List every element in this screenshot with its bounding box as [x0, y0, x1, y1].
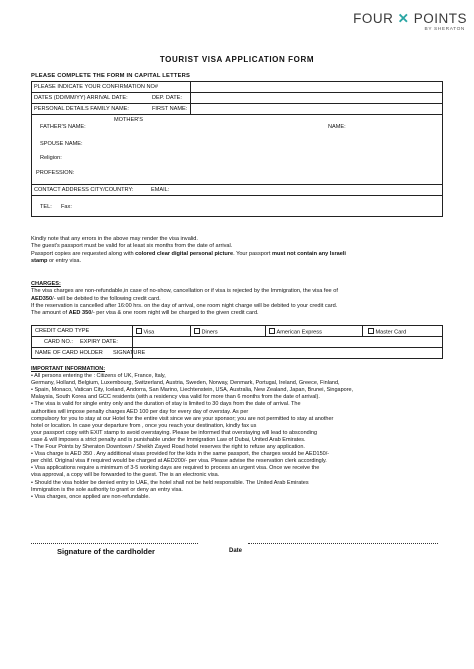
first-name-label: FIRST NAME:	[152, 106, 188, 112]
charges-line-1: The visa charges are non-refundable,in case of no-show, cancellation or if visa is rejected by the Immigration, the visa fee of	[31, 288, 338, 295]
info-line: per child. Original visa if required would be charged at AED200/- per visa. Please advise the reservation clerk accordingly.	[31, 458, 327, 465]
logo-wordmark: FOUR ✕ POINTS	[353, 11, 467, 26]
contact-address-label: CONTACT ADDRESS CITY/COUNTRY:	[34, 187, 134, 193]
mastercard-checkbox[interactable]: Master Card	[368, 328, 406, 337]
card-holder-label: NAME OF CARD HOLDER	[35, 350, 103, 356]
email-label: EMAIL:	[151, 187, 170, 193]
info-line: • Should the visa holder be denied entry to UAE, the hotel shall not be held responsible. The United Arab Emirates	[31, 479, 309, 486]
column-divider	[362, 325, 363, 336]
arrival-date-label: DATES (DD/MM/YY) ARRIVAL DATE:	[34, 95, 128, 101]
spouse-name-label: SPOUSE NAME:	[40, 141, 83, 147]
mothers-label: MOTHER'S	[114, 117, 144, 123]
amex-checkbox[interactable]: American Express	[269, 328, 322, 337]
note-passport-validity: The guest's passport must be valid for at least six months from the date of arrival.	[31, 243, 233, 250]
info-line: Germany, Holland, Belgium, Luxembourg, Switzerland, Austria, Sweden, Norway, Denmark, Portugal, Ireland, Greece, Finland,	[31, 380, 340, 387]
info-line: Malaysia, South Korea and GCC residents (with a residency visa valid for more than 6 months from the date of arrival).	[31, 394, 320, 401]
form-instructions: PLEASE COMPLETE THE FORM IN CAPITAL LETTERS	[31, 73, 191, 79]
note-errors: Kindly note that any errors in the above may render the visa invalid.	[31, 236, 198, 242]
signature-label: SIGNATURE	[113, 350, 146, 356]
confirmation-no-label: PLEASE INDICATE YOUR CONFIRMATION NO#	[34, 84, 159, 90]
info-line: case & will imposes a strict penalty and is punishable under the Immigration Law of Dubai, United Arab Emirates.	[31, 436, 306, 443]
signature-label-footer: Signature of the cardholder	[57, 547, 155, 556]
info-line: • Spain, Monaco, Vatican City, Iceland, Andorra, San Marino, Liechtenstein, USA, Australia, New Zealand, Japan, Brunei, Singapore,	[31, 387, 354, 394]
info-line: your passport copy with EXIT stamp to avoid overstaying. Please be informed that overstaying will lead to absconding	[31, 429, 318, 436]
charges-heading: CHARGES:	[31, 281, 61, 287]
card-type-label: CREDIT CARD TYPE	[35, 328, 90, 334]
logo-mark-icon: ✕	[397, 11, 410, 26]
diners-checkbox[interactable]: Diners	[194, 328, 218, 337]
four-points-logo	[355, 11, 467, 37]
table-divider	[31, 103, 443, 104]
table-divider	[31, 195, 443, 196]
info-line: hotel or location. In case your departure from , once you reach your destination, kindly fax us	[31, 422, 257, 429]
logo-subtitle: BY SHERATON	[424, 27, 465, 32]
dep-date-label: DEP. DATE:	[152, 95, 182, 101]
signature-line	[31, 543, 198, 544]
charges-block	[31, 281, 451, 317]
info-line: compulsory for you to stay at our Hotel for the entire visit since we are your sponsor; you are not permitted to stay at another	[31, 415, 334, 422]
mothers-name-label: NAME:	[328, 124, 346, 130]
religion-label: Religion:	[40, 155, 62, 161]
column-divider	[265, 325, 266, 336]
charges-line-2: AED350/- will be debited to the following credit card.	[31, 295, 161, 302]
info-line: • Visa applications require a minimum of 3-5 working days are required to process an urgent visa. Once we receive the	[31, 465, 320, 472]
checkbox-icon	[368, 328, 374, 334]
table-divider	[31, 114, 443, 115]
checkbox-icon	[136, 328, 142, 334]
info-line: • Visa charges, once applied are non-refundable.	[31, 493, 150, 500]
note-passport-copies: Passport copies are requested along with colored clear digital personal picture. Your passport must not contain any Israeli	[31, 250, 346, 257]
column-divider	[190, 325, 191, 336]
info-line: • The Four Points by Sheraton Downtown / Sheikh Zayed Road hotel reserves the right to refuse any application.	[31, 444, 305, 451]
checkbox-icon	[194, 328, 200, 334]
tel-label: TEL:	[40, 204, 52, 210]
form-title: TOURIST VISA APPLICATION FORM	[159, 55, 315, 64]
fax-label: Fax:	[61, 204, 72, 210]
info-line: Immigration is the sole authority to grant or deny an entry visa.	[31, 486, 183, 493]
date-line	[248, 543, 438, 544]
note-stamp: stamp or entry visa.	[31, 257, 82, 264]
important-list	[31, 373, 456, 501]
confirmation-no-field[interactable]	[191, 82, 442, 92]
checkbox-icon	[269, 328, 275, 334]
info-line: authorities will impose penalty charges AED 100 per day for every day of overstay. As per	[31, 408, 249, 415]
expiry-date-label: EXPIRY DATE:	[80, 339, 118, 345]
info-line: visa approval, a copy will be forwarded to the guest. The is an electronic visa.	[31, 472, 220, 479]
table-divider	[31, 92, 443, 93]
charges-line-4: The amount of AED 350/- per visa & one room night will be charged to the given credit card.	[31, 310, 259, 317]
info-line: • The visa is valid for single entry only and the duration of stay is limited to 30 days from the date of arrival. The	[31, 401, 301, 408]
profession-label: PROFESSION:	[36, 170, 75, 176]
fathers-name-label: FATHER'S NAME:	[40, 124, 86, 130]
important-info-block	[31, 366, 456, 501]
family-name-label: PERSONAL DETAILS FAMILY NAME:	[34, 106, 129, 112]
date-label-footer: Date	[229, 548, 243, 554]
info-line: • Visa charge is AED 350 . Any additional visas provided for the kids in the same passport, the charges would be AED150/-	[31, 451, 330, 458]
info-line: • All persons entering the : Citizens of UK, France, Italy,	[31, 373, 166, 380]
card-no-label: CARD NO.:	[44, 339, 73, 345]
table-divider	[31, 184, 443, 185]
notes-block	[31, 236, 451, 265]
charges-line-3: If the reservation is cancelled after 16:00 hrs. on the day of arrival, one room night charge will be debited to your credit card.	[31, 302, 338, 309]
table-divider	[31, 347, 443, 348]
important-heading: IMPORTANT INFORMATION:	[31, 366, 106, 372]
visa-checkbox[interactable]: Visa	[136, 328, 154, 337]
